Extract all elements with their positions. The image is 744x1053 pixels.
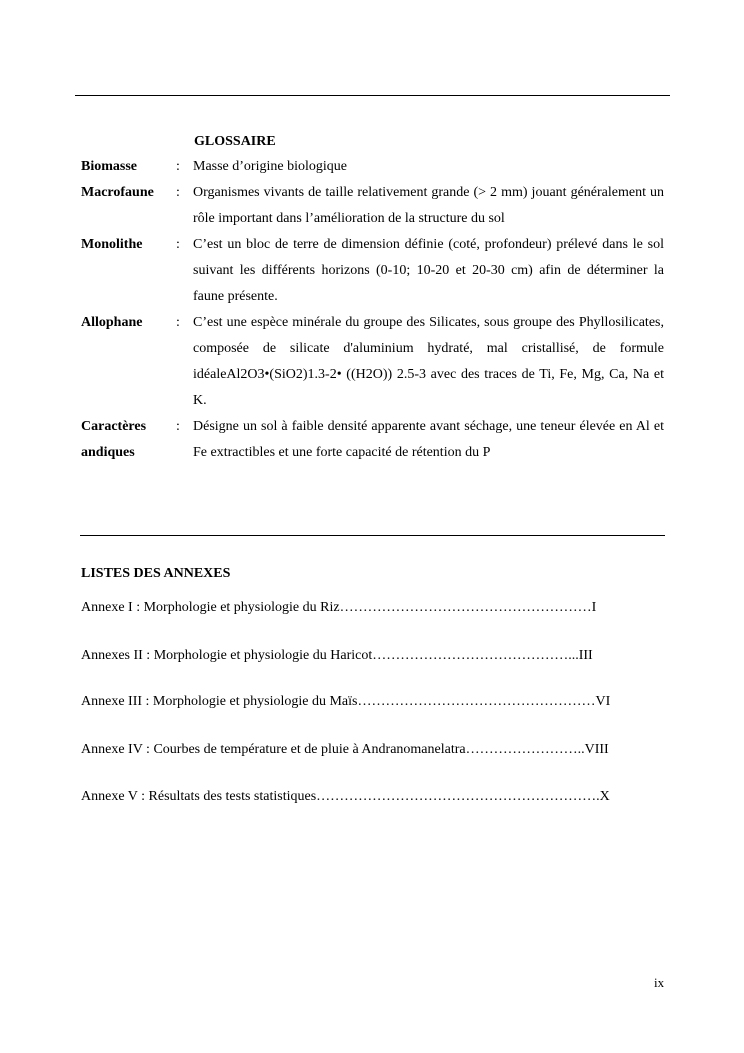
glossary-entry-monolithe	[81, 232, 664, 310]
glossary-entry-biomasse	[81, 154, 664, 180]
glossary-definition: Masse d’origine biologique	[193, 159, 347, 174]
glossary-definition: Désigne un sol à faible densité apparente avant séchage, une teneur élevée en Al et Fe extractibles et une forte capacité de rétention du P	[193, 419, 664, 460]
glossary-entry-caracteres-andiques	[81, 414, 664, 466]
glossary-term	[81, 414, 146, 466]
page-number: ix	[654, 975, 665, 990]
glossary-colon: :	[176, 419, 180, 434]
section-rule	[80, 535, 665, 536]
glossary-colon: :	[176, 315, 180, 330]
glossary-colon: :	[176, 185, 180, 200]
glossary-term	[81, 310, 142, 336]
annex-item: Annexe IV : Courbes de température et de pluie à Andranomanelatra……………………..VIII	[81, 742, 609, 757]
annex-item: Annexes II : Morphologie et physiologie du Haricot……………………………………...III	[81, 648, 593, 663]
glossary-entry-allophane	[81, 310, 664, 414]
glossary-title: GLOSSAIRE	[194, 134, 276, 149]
glossary-definition: Organismes vivants de taille relativement grande (> 2 mm) jouant généralement un rôle important dans l’amélioration de la structure du sol	[193, 185, 664, 226]
glossary-term-line: Monolithe	[81, 237, 143, 252]
glossary-term-line: andiques	[81, 445, 135, 460]
glossary-term-line: Caractères	[81, 419, 147, 434]
glossary-term-line: Macrofaune	[81, 185, 154, 200]
annex-item: Annexe III : Morphologie et physiologie du Maïs……………………………………………VI	[81, 694, 611, 709]
glossary-term-line: Biomasse	[81, 159, 137, 174]
glossary-entry-macrofaune	[81, 180, 664, 232]
annexes-title: LISTES DES ANNEXES	[81, 566, 231, 581]
glossary-term	[81, 180, 154, 206]
annex-item: Annexe V : Résultats des tests statistiques…………………………………………………….X	[81, 789, 610, 804]
annex-item: Annexe I : Morphologie et physiologie du Riz………………………………………………I	[81, 600, 597, 615]
glossary-term	[81, 154, 137, 180]
glossary-term-line: Allophane	[81, 315, 143, 330]
glossary-term	[81, 232, 142, 258]
glossary-definition: C’est un bloc de terre de dimension définie (coté, profondeur) prélevé dans le sol suivant les différents horizons (0-10; 10-20 et 20-30 cm) afin de déterminer la faune présente.	[193, 237, 664, 304]
top-rule	[75, 95, 670, 96]
glossary-colon: :	[176, 237, 180, 252]
glossary-colon: :	[176, 159, 180, 174]
glossary-definition: C’est une espèce minérale du groupe des Silicates, sous groupe des Phyllosilicates, composée de silicate d'aluminium hydraté, mal cristallisé, de formule idéaleAl2O3•(SiO2)1.3-2• ((H2O)) 2.5-3 avec des traces de Ti, Fe, Mg, Ca, Na et K.	[193, 315, 664, 408]
